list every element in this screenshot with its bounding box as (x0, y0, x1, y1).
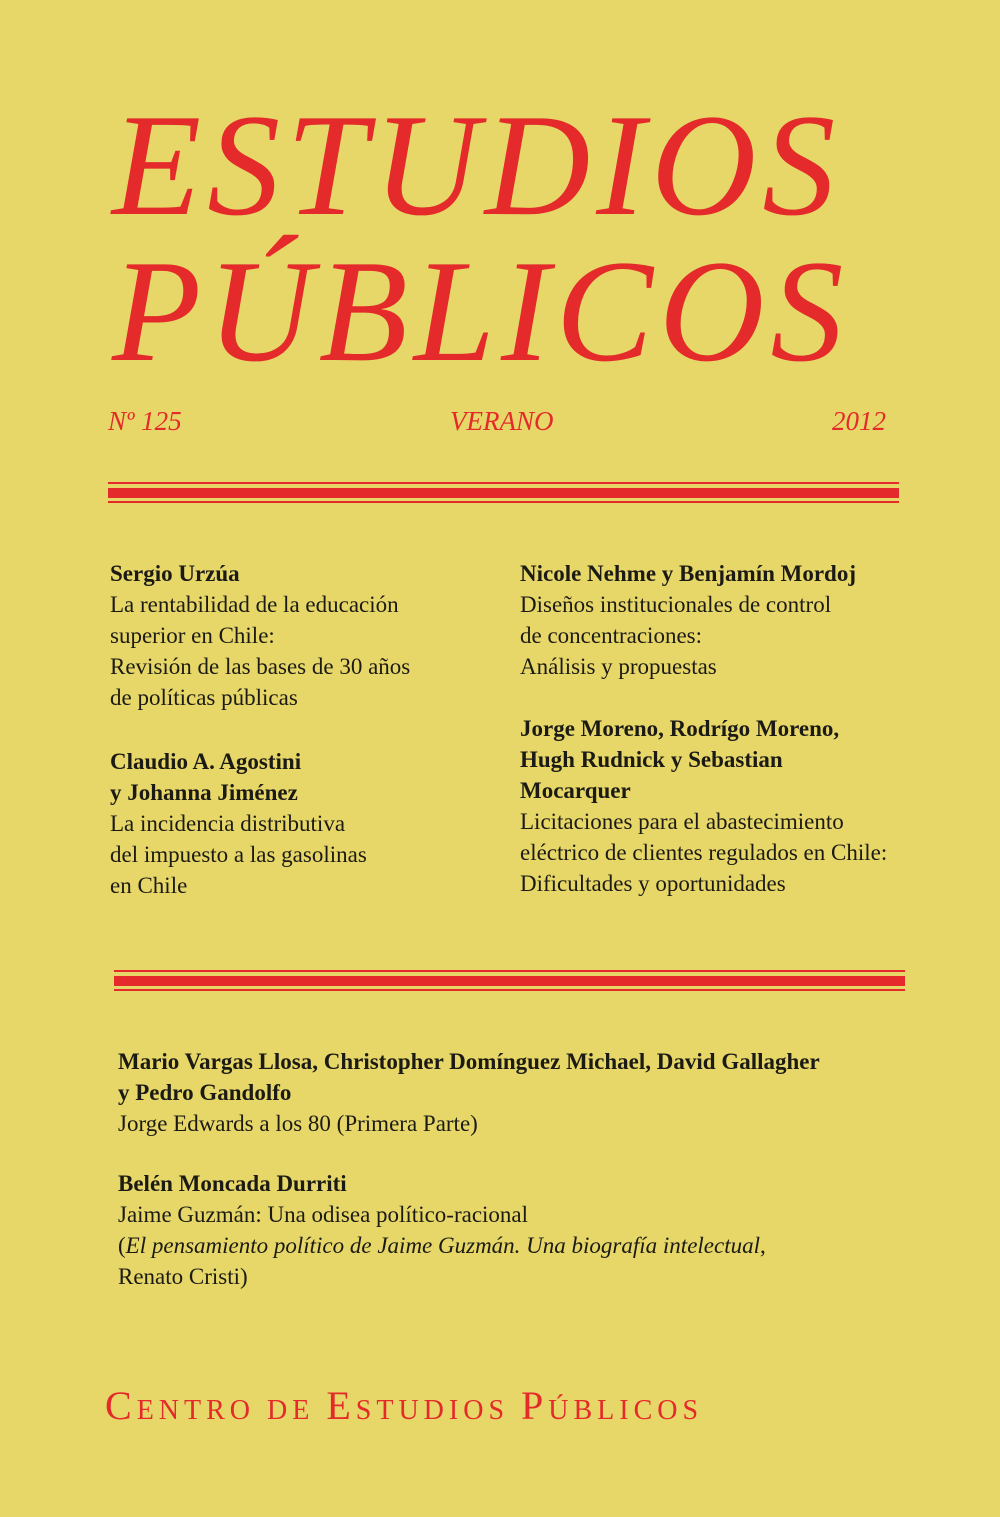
publisher-word: DE (267, 1395, 315, 1426)
publisher-word: ÚBLICOS (548, 1395, 704, 1426)
article-title: La rentabilidad de la educación superior en Chile: Revisión de las bases de 30 años de políticas públicas (110, 592, 411, 710)
article-author: Jorge Moreno, Rodrígo Moreno, Hugh Rudnick y Sebastian Mocarquer (520, 716, 840, 803)
article-title: Diseños institucionales de control de concentraciones: Análisis y propuestas (520, 592, 832, 679)
divider-thick-line (114, 976, 905, 986)
reviewed-book-citation (118, 1230, 766, 1292)
journal-title-line-2: PÚBLICOS (112, 230, 850, 392)
article-title: Jaime Guzmán: Una odisea político-racional (118, 1202, 529, 1227)
article-title: Licitaciones para el abastecimiento eléctrico de clientes regulados en Chile: Dificultades y oportunidades (520, 809, 888, 896)
divider-thin-line (108, 501, 899, 503)
divider-thin-line (114, 989, 905, 991)
article-author: Claudio A. Agostini y Johanna Jiménez (110, 749, 302, 805)
article-title: Jorge Edwards a los 80 (Primera Parte) (118, 1111, 478, 1136)
article-author: Sergio Urzúa (110, 561, 240, 586)
publisher-word: ENTRO (136, 1395, 256, 1426)
article-entry (520, 713, 887, 899)
reviewed-book-author: Renato Cristi) (118, 1264, 248, 1289)
publisher-word: STUDIOS (355, 1395, 510, 1426)
citation-comma: , (760, 1233, 766, 1258)
issue-season: VERANO (450, 406, 554, 436)
bottom-divider (114, 970, 905, 989)
divider-thin-line (114, 970, 905, 972)
divider-thick-line (108, 488, 899, 498)
article-author: Mario Vargas Llosa, Christopher Domínguez Michael, David Gallagher y Pedro Gandolfo (118, 1049, 820, 1105)
article-author: Nicole Nehme y Benjamín Mordoj (520, 561, 856, 586)
publisher-name (105, 1383, 704, 1428)
publisher-initial: P (521, 1383, 549, 1428)
top-divider (108, 482, 899, 501)
publisher-initial: E (326, 1383, 356, 1428)
article-entry (110, 558, 410, 713)
article-author: Belén Moncada Durriti (118, 1171, 347, 1196)
article-entry (520, 558, 856, 682)
journal-title-line-1: ESTUDIOS (112, 84, 842, 246)
citation-open-paren: ( (118, 1233, 126, 1258)
divider-thin-line (108, 482, 899, 484)
issue-year: 2012 (832, 406, 886, 436)
issue-number: Nº 125 (108, 406, 182, 436)
publisher-initial: C (105, 1383, 137, 1428)
article-title: La incidencia distributiva del impuesto a las gasolinas en Chile (110, 811, 367, 898)
article-entry (118, 1046, 820, 1139)
article-entry (110, 746, 367, 901)
article-entry (118, 1168, 766, 1292)
reviewed-book-title: El pensamiento político de Jaime Guzmán. Una biografía intelectual (125, 1233, 760, 1258)
